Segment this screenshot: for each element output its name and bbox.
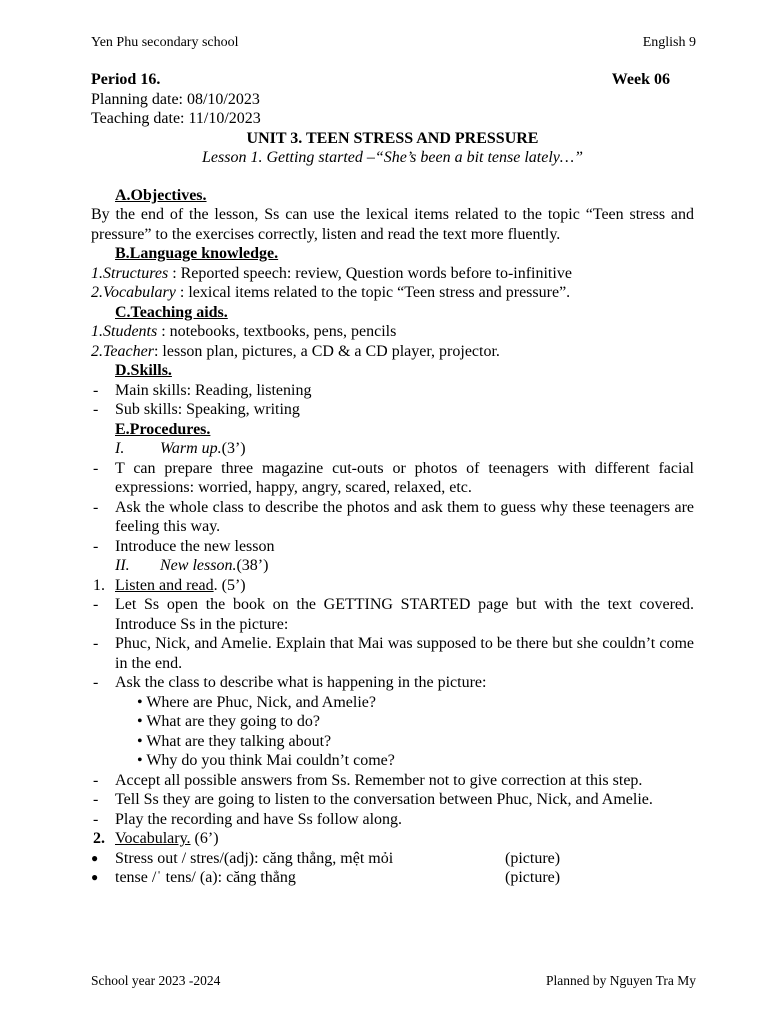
objectives-text: By the end of the lesson, Ss can use the lexical items related to the topic “Teen stress and pressure” to the exercises correctly, listen and read the text more fluently. [91,206,694,243]
question-item: • Why do you think Mai couldn’t come? [137,752,395,769]
planner-name: Planned by Nguyen Tra My [545,973,696,988]
vocab-item: ● tense /ˈ tens/ (a): căng thẳng (picture) [91,869,561,886]
lesson-plan-body [91,70,694,888]
vocabulary-heading: 2. Vocabulary. (6’) [93,830,219,847]
procedures-heading: E.Procedures. [115,420,211,438]
page-header [91,35,696,51]
warmup-heading: I. Warm up. (3’) [115,440,246,457]
page-footer [91,973,696,989]
teacher-text: : lesson plan, pictures, a CD & a CD player, projector. [153,342,500,360]
subject-name: English 9 [642,35,696,50]
list-item: - Sub skills: Speaking, writing [93,401,300,418]
list-item: - Play the recording and have Ss follow along. [93,810,403,828]
school-name: Yen Phu secondary school [91,35,239,50]
language-heading: B.Language knowledge. [115,245,279,262]
objectives-heading: A.Objectives. [115,186,207,204]
planning-date: Planning date: 08/10/2023 [91,90,260,108]
teaching-date: Teaching date: 11/10/2023 [91,110,261,127]
school-year: School year 2023 -2024 [91,973,221,988]
structures-label: 1.Structures [91,264,169,282]
skills-heading: D.Skills. [115,362,172,379]
list-item: - Let Ss open the book on the GETTING STARTED page but with the text covered. Introduce Ss in the picture: [93,596,694,633]
week-label: Week 06 [611,71,670,88]
question-item: • What are they going to do? [137,713,321,730]
question-item: • Where are Phuc, Nick, and Amelie? [137,693,376,711]
students-label: 1.Students [91,323,158,340]
teacher-label: 2.Teacher [91,342,154,360]
question-item: • What are they talking about? [137,732,332,750]
listen-read-heading: 1. Listen and read. (5’) [93,576,246,594]
list-item: - T can prepare three magazine cut-outs or photos of teenagers with different facial expressions: worried, happy, angry, scared, relaxed, etc. [93,459,694,496]
period-label: Period 16. [91,71,161,88]
list-item: - Accept all possible answers from Ss. Remember not to give correction at this step. [93,771,643,789]
teacher-line [91,342,694,362]
students-text: : notebooks, textbooks, pens, pencils [157,323,397,340]
list-item: - Tell Ss they are going to listen to the conversation between Phuc, Nick, and Amelie. [93,791,653,808]
list-item: - Main skills: Reading, listening [93,381,312,399]
vocabulary-line [91,283,694,303]
list-item: - Phuc, Nick, and Amelie. Explain that Mai was supposed to be there but she couldn’t come in the end. [93,635,694,672]
students-line [91,322,694,342]
list-item: - Ask the class to describe what is happening in the picture: [93,674,487,691]
unit-title: UNIT 3. TEEN STRESS AND PRESSURE [246,129,539,147]
period-week-row [91,70,694,90]
vocab-item: ● Stress out / stres/(adj): căng thẳng, mệt mỏi (picture) [91,849,561,867]
structures-line [91,264,694,284]
vocabulary-text: : lexical items related to the topic “Teen stress and pressure”. [175,284,571,301]
structures-text: : Reported speech: review, Question words before to-infinitive [168,264,572,282]
vocabulary-label: 2.Vocabulary [91,284,176,301]
list-item: - Introduce the new lesson [93,537,275,555]
list-item: - Ask the whole class to describe the photos and ask them to guess why these teenagers are feeling this way. [93,498,694,535]
new-lesson-heading: II. New lesson. (38’) [115,557,269,574]
lesson-title: Lesson 1. Getting started –“She’s been a bit tense lately…” [201,149,583,166]
aids-heading: C.Teaching aids. [115,303,228,321]
